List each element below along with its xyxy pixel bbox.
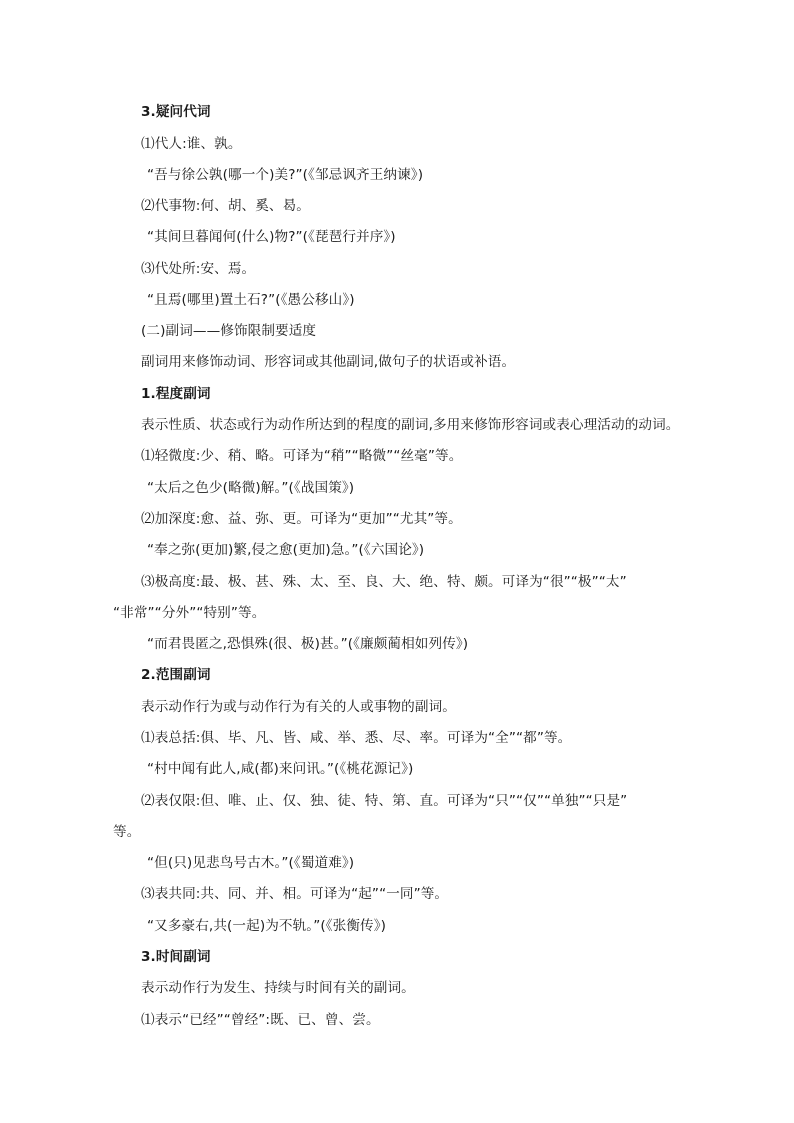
text-line-continuation: 等。 — [113, 824, 141, 840]
text-line: ⑴表总括:俱、毕、凡、皆、咸、举、悉、尽、率。可译为“全”“都”等。 — [141, 730, 572, 746]
example-quote: “吾与徐公孰(哪一个)美?”(《邹忌讽齐王纳谏》) — [147, 167, 424, 183]
text-line: 副词用来修饰动词、形容词或其他副词,做句子的状语或补语。 — [141, 354, 516, 370]
text-line: 表示动作行为发生、持续与时间有关的副词。 — [141, 980, 415, 996]
text-line: ⑴代人:谁、孰。 — [141, 136, 242, 152]
text-line: ⑶极高度:最、极、甚、殊、太、至、良、大、绝、特、颇。可译为“很”“极”“太” — [141, 574, 627, 590]
section-heading-interrogative-pronouns: 3.疑问代词 — [141, 104, 211, 120]
section-heading-degree-adverbs: 1.程度副词 — [141, 386, 211, 402]
text-line: 表示动作行为或与动作行为有关的人或事物的副词。 — [141, 699, 456, 715]
example-quote: “且焉(哪里)置土石?”(《愚公移山》) — [147, 292, 355, 308]
section-heading-time-adverbs: 3.时间副词 — [141, 949, 211, 965]
example-quote: “其间旦暮闻何(什么)物?”(《琵琶行并序》) — [147, 229, 396, 245]
text-line: ⑴表示“已经”“曾经”:既、已、曾、尝。 — [141, 1012, 380, 1028]
text-line: ⑶代处所:安、焉。 — [141, 261, 256, 277]
text-line: ⑵加深度:愈、益、弥、更。可译为“更加”“尤其”等。 — [141, 511, 462, 527]
text-line: ⑵表仅限:但、唯、止、仅、独、徒、特、第、直。可译为“只”“仅”“单独”“只是” — [141, 793, 628, 809]
example-quote: “奉之弥(更加)繁,侵之愈(更加)急。”(《六国论》) — [147, 542, 425, 558]
text-line: ⑶表共同:共、同、并、相。可译为“起”“一同”等。 — [141, 886, 449, 902]
example-quote: “而君畏匿之,恐惧殊(很、极)甚。”(《廉颇蔺相如列传》) — [147, 636, 469, 652]
text-line-continuation: “非常”“分外”“特别”等。 — [113, 605, 266, 621]
example-quote: “村中闻有此人,咸(都)来问讯。”(《桃花源记》) — [147, 761, 414, 777]
section-heading-adverbs: (二)副词——修饰限制要适度 — [141, 323, 317, 339]
example-quote: “太后之色少(略微)解。”(《战国策》) — [147, 480, 355, 496]
text-line: ⑵代事物:何、胡、奚、曷。 — [141, 198, 311, 214]
example-quote: “但(只)见悲鸟号古木。”(《蜀道难》) — [147, 855, 355, 871]
text-line: ⑴轻微度:少、稍、略。可译为“稍”“略微”“丝毫”等。 — [141, 448, 463, 464]
text-line: 表示性质、状态或行为动作所达到的程度的副词,多用来修饰形容词或表心理活动的动词。 — [141, 417, 680, 433]
section-heading-scope-adverbs: 2.范围副词 — [141, 667, 211, 683]
example-quote: “又多豪右,共(一起)为不轨。”(《张衡传》) — [147, 918, 387, 934]
